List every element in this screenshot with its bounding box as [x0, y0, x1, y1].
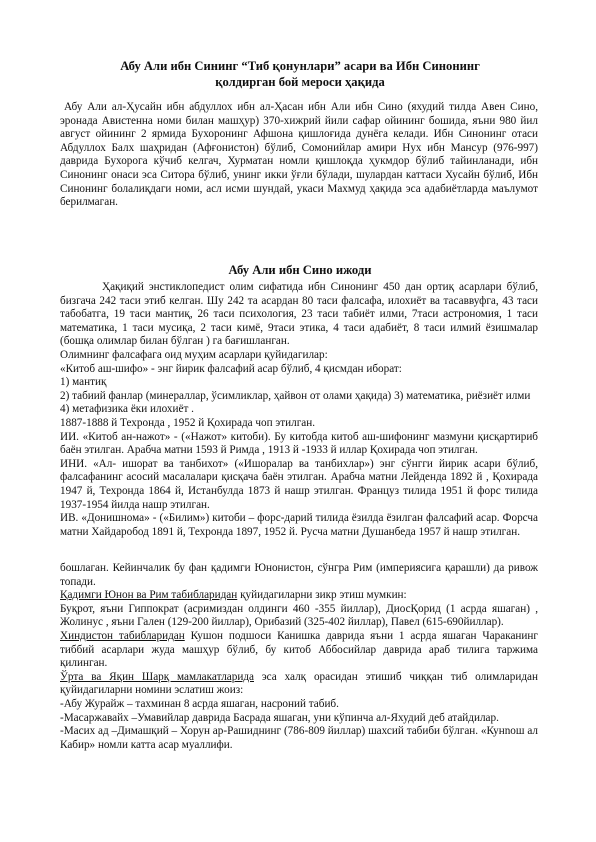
body-line-printing: 1887-1888 й Техронда , 1952 й Қохирада чоп этилган. [60, 416, 316, 429]
body-line-main-works: Олимнинг фалсафага оид муҳим асарлари қуйидагилар: [60, 348, 328, 361]
body-paragraph-ishorat: ИНИ. «Ал- ишорат ва танбихот» («Ишоралар ва танбихлар») энг сўнгги йирик асари бўлиб, фалсафанинг асосий масалалари қисқача баён этилган. Арабча матни Лейденда 1892 й , Қохирада 1947 й, Техронда 1864 й, Истанбулда 1873 й нашр этилган. Француз тилида 1951 й форс тилида 1937-1954 йилда нашр этилган. [60, 457, 538, 511]
body-paragraph-works-count: Ҳақиқий энстиклопедист олим сифатида ибн Синонинг 450 дан ортиқ асарлари бўлиб, бизгача 242 таси этиб келган. Шу 242 та асардан 80 таси фалсафа, илохиёт ва тасаввуфга, 43 таси табобатга, 19 таси мантиқ, 26 таси психология, 23 таси табиёт илми, 7таси астрономия, 1 таси математика, 1 таси мусиқа, 2 таси кимё, 9таси этика, 4 таси адабиёт, 8 таси илмий ёзишмалар (бошқа олимлар билан бўлган ) га бағишланган. [60, 281, 538, 348]
document-title [90, 58, 510, 90]
tail-item-masarjavayh: -Масаржавайх –Умавийлар даврида Басрада яшаган, уни кўпинча ал-Яхудий деб атайдилар. [60, 711, 499, 724]
tail-paragraph-physicians-list: Буқрот, яъни Гиппократ (асримиздан олдинги 460 -355 йиллар), ДиосҚорид (1 асрда яшаган) , Жолинус , яъни Гален (129-200 йиллар), Орибазий (325-402 йиллар), Павел (615-690йиллар). [60, 602, 538, 629]
intro-paragraph: Абу Али ал-Ҳусайн ибн абдуллох ибн ал-Ҳасан ибн Али ибн Сино (яхудий тилда Авен Сино, эронада Авистенна номи билан машҳур) 370-хижрий йили сафар ойининг бошида, яъни 980 йил август ойининг 2 ярмида Бухоронинг Афшона қишлоғида дунёга келади. Ибн Синонинг отаси Абдуллох Балх шаҳридан (Афғонистон) бўлиб, Сомонийлар амири Нух ибн Мансур (976-997) даврида Бухорога кўчиб келгач, Хурматан номли қишлоқда ҳукмдор бўлиб тайинланади, ибн Синонинг онаси эса Ситора бўлиб, унинг икки ўғли бўлади, шулардан каттаси Хусайн бўлиб, Ибн Синонинг болалиқдаги номи, асл исми шундай, укаси Махмуд ҳақида эса адабиётларда маълумот берилмаган. [60, 101, 538, 209]
middle-east-heading: Ўрта ва Яқин Шарқ мамлакатларида [60, 670, 254, 683]
title-line-1: Абу Али ибн Сининг “Тиб қонунлари” асари ва Ибн Синонинг [120, 59, 480, 73]
tail-item-jurayj: -Абу Журайж – тахминан 8 асрда яшаган, насроний табиб. [60, 697, 339, 710]
body-line-item-2-3: 2) табиий фанлар (минераллар, ўсимликлар, ҳайвон от олами ҳақида) 3) математика, риёзиёт илми [60, 389, 531, 402]
greek-roman-heading: Қадимги Юнон ва Рим табибларидан [60, 589, 238, 602]
body-paragraph-donishnoma: ИВ. «Донишнома» - («Билим») китоби – форс-дарий тилида ёзилда ёзилган фалсафий асар. Форсча матни Хайдаробод 1891 й, Техронда 1897, 1952 й. Русча матни Душанбеда 1957 й нашр этилган. [60, 512, 538, 538]
body-paragraph-najot: ИИ. «Китоб ан-нажот» - («Нажот» китоби). Бу китобда китоб аш-шифонинг мазмуни қисқартириб баён этилган. Арабча матни 1593 й Римда , 1913 й -1933 й иллар Қохирада чоп этилган. [60, 430, 538, 457]
tail-item-masih: -Масих ад –Димашқий – Хорун ар-Рашиднинг (786-809 йиллар) шахсий табиби бўлган. «Кунnош ал Кабир» номли катта асар муаллифи. [60, 725, 538, 751]
body-block [60, 281, 538, 539]
india-heading: Хиндистон табибларидан [60, 629, 185, 642]
body-line-shifo: «Китоб аш-шифо» - энг йирик фалсафий асар бўлиб, 4 қисмдан иборат: [60, 362, 402, 375]
body-line-item-4: 4) метафизика ёки илохиёт . [60, 403, 194, 416]
intro-block [60, 101, 538, 210]
tail-paragraph-history: бошлаган. Кейинчалик бу фан қадимги Юнонистон, сўнгра Рим (империясига қарашли) да ривож топади. [60, 562, 538, 588]
tail-paragraph-middle-east [60, 671, 538, 698]
greek-roman-rest: қуйидагиларни зикр этиш мумкин: [237, 589, 407, 602]
tail-block [60, 562, 538, 752]
middle-east-rest: эса халқ орасидан этишиб чиққан тиб олимларидан қуйидагиларни номини эслатиш жоиз: [60, 670, 538, 697]
tail-paragraph-greek-roman [60, 589, 538, 603]
india-rest: Кушон подшоси Канишка даврида яъни 1 асрда яшаган Чараканинг тиббий асарлари жуда машҳур бўлиб, бу китоб Аббосийлар даврида араб тилига таржима қилинган. [60, 629, 538, 670]
body-line-item-1: 1) мантиқ [60, 376, 107, 389]
section-heading: Абу Али ибн Сино ижоди [228, 263, 372, 277]
title-line-2: қолдирган бой мероси ҳақида [215, 75, 385, 89]
tail-paragraph-india [60, 630, 538, 671]
